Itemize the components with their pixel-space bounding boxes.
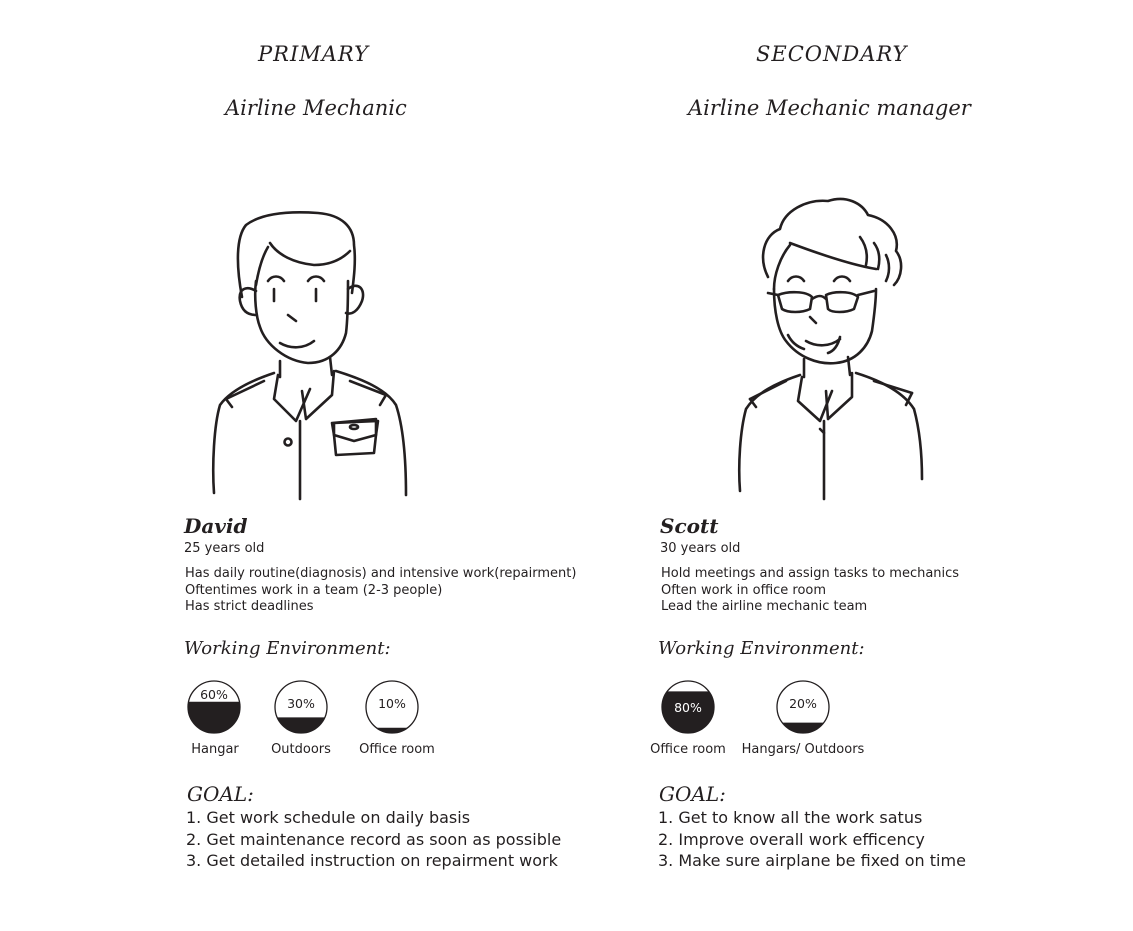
persona-role: Airline Mechanic [225, 96, 407, 120]
persona-name: Scott [660, 514, 719, 538]
goal-list [658, 807, 966, 872]
environment-label: Office room [650, 742, 726, 757]
environment-label: Outdoors [271, 742, 331, 757]
gauge-percent-label: 20% [789, 696, 817, 711]
gauge-percent-label: 30% [287, 696, 315, 711]
environment-label: Hangar [191, 742, 239, 757]
office-gauge-icon [365, 680, 419, 734]
hangars-outdoors-gauge-icon [776, 680, 830, 734]
persona-role: Airline Mechanic manager [688, 96, 971, 120]
environment-label: Office room [359, 742, 435, 757]
goal-item: 2. Improve overall work efficency [658, 829, 925, 849]
goal-item: 1. Get work schedule on daily basis [186, 808, 471, 827]
environment-gauge [274, 680, 328, 734]
trait-item: Hold meetings and assign tasks to mechanics [661, 566, 960, 581]
persona-rank: PRIMARY [258, 42, 369, 66]
hangar-gauge-icon [187, 680, 241, 734]
trait-item: Often work in office room [661, 582, 827, 598]
gauge-fill [277, 717, 325, 733]
gauge-fill [376, 728, 407, 733]
environment-gauge [187, 680, 241, 734]
trait-item: Lead the airline mechanic team [661, 599, 868, 614]
goal-heading: GOAL: [187, 782, 254, 806]
trait-item: Has daily routine(diagnosis) and intensive work(repairment) [185, 566, 577, 581]
goal-list [186, 807, 561, 872]
goal-item: 3. Make sure airplane be fixed on time [658, 851, 966, 870]
gauge-fill [188, 702, 240, 733]
persona-traits [185, 566, 576, 616]
persona-name: David [184, 514, 248, 538]
gauge-fill [782, 723, 824, 733]
gauge-percent-label: 60% [200, 686, 228, 702]
trait-item: Oftentimes work in a team (2-3 people) [185, 582, 443, 598]
persona-age: 30 years old [660, 541, 741, 556]
secondary-persona-card [560, 0, 1120, 931]
environment-heading: Working Environment: [658, 638, 865, 659]
gauge-percent-label: 10% [378, 696, 406, 711]
environment-gauge [661, 680, 715, 734]
office-gauge-icon [661, 680, 715, 734]
environment-gauge [365, 680, 419, 734]
outdoors-gauge-icon [274, 680, 328, 734]
goal-heading: GOAL: [659, 782, 726, 806]
persona-traits [661, 566, 959, 616]
mechanic-portrait-icon [190, 185, 430, 505]
goal-item: 1. Get to know all the work satus [658, 808, 923, 827]
environment-heading: Working Environment: [184, 638, 391, 659]
environment-label: Hangars/ Outdoors [741, 742, 865, 757]
manager-portrait-icon [728, 185, 968, 505]
gauge-percent-label: 80% [674, 700, 702, 715]
persona-age: 25 years old [184, 541, 265, 556]
goal-item: 3. Get detailed instruction on repairment work [186, 851, 558, 870]
environment-gauge [776, 680, 830, 734]
trait-item: Has strict deadlines [185, 599, 314, 614]
goal-item: 2. Get maintenance record as soon as possible [186, 829, 562, 849]
persona-rank: SECONDARY [756, 42, 908, 66]
